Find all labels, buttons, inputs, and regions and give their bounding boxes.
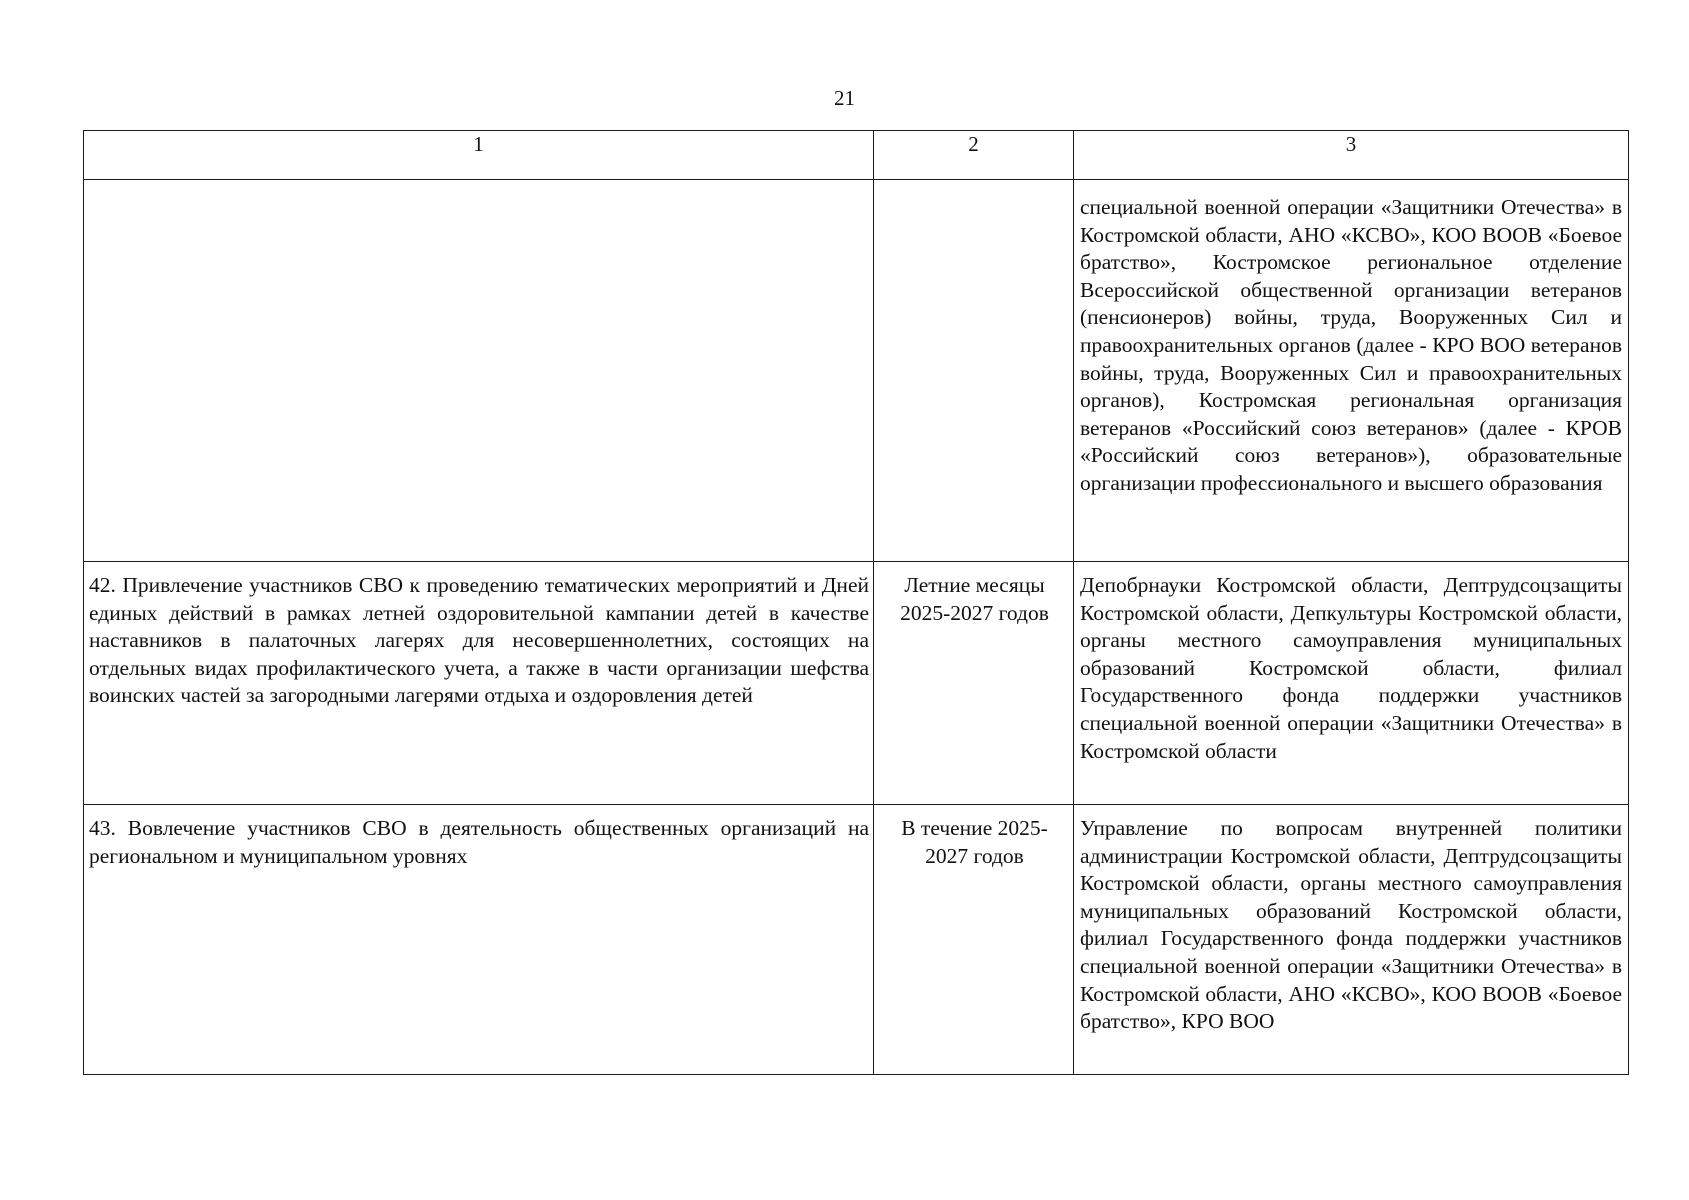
column-header-3: 3 (1074, 131, 1629, 180)
measures-table (83, 130, 1629, 1075)
executors-cell (1074, 180, 1629, 562)
term-text (874, 180, 1073, 190)
term-text: В течение 2025-2027 годов (901, 816, 1048, 868)
term-cell (874, 180, 1074, 562)
event-cell (84, 805, 874, 1075)
column-header-2: 2 (874, 131, 1074, 180)
table-row-continuation (84, 180, 1629, 562)
term-cell (874, 562, 1074, 805)
executors-text: Депобрнауки Костромской области, Дептрудсоцзащиты Костромской области, Депкультуры Костромской области, органы местного самоуправления муниципальных образований Костромской области, филиал Государственного фонда поддержки участников специальной военной операции «Защитники Отечества» в Костромской области (1080, 573, 1622, 763)
table-row-42 (84, 562, 1629, 805)
event-cell (84, 562, 874, 805)
executors-text: специальной военной операции «Защитники Отечества» в Костромской области, АНО «КСВО», КОО ВООВ «Боевое братство», Костромское региональное отделение Всероссийской общественной организации ветеранов (пенсионеров) войны, труда, Вооруженных Сил и правоохранительных органов (далее - КРО ВОО ветеранов войны, труда, Вооруженных Сил и правоохранительных органов), Костромская региональная организация ветеранов «Российский союз ветеранов» (далее - КРОВ «Российский союз ветеранов»), образовательные организации профессионального и высшего образования (1080, 195, 1622, 495)
event-text: 42. Привлечение участников СВО к проведению тематических мероприятий и Дней единых действий в рамках летней оздоровительной кампании детей в качестве наставников в палаточных лагерях для несовершеннолетних, состоящих на отдельных видах профилактического учета, а также в части организации шефства воинских частей за загородными лагерями отдыха и оздоровления детей (89, 573, 869, 708)
event-text: 43. Вовлечение участников СВО в деятельность общественных организаций на региональном и муниципальном уровнях (89, 816, 869, 868)
event-cell (84, 180, 874, 562)
table-header-row (84, 131, 1629, 180)
table-row-43 (84, 805, 1629, 1075)
term-cell (874, 805, 1074, 1075)
page-number: 21 (834, 86, 855, 110)
event-text (84, 180, 873, 190)
executors-cell (1074, 562, 1629, 805)
executors-cell (1074, 805, 1629, 1075)
executors-text: Управление по вопросам внутренней политики администрации Костромской области, Дептрудсоцзащиты Костромской области, органы местного самоуправления муниципальных образований Костромской области, филиал Государственного фонда поддержки участников специальной военной операции «Защитники Отечества» в Костромской области, АНО «КСВО», КОО ВООВ «Боевое братство», КРО ВОО (1080, 816, 1622, 1034)
column-header-1: 1 (84, 131, 874, 180)
term-text: Летние месяцы 2025-2027 годов (900, 573, 1049, 625)
